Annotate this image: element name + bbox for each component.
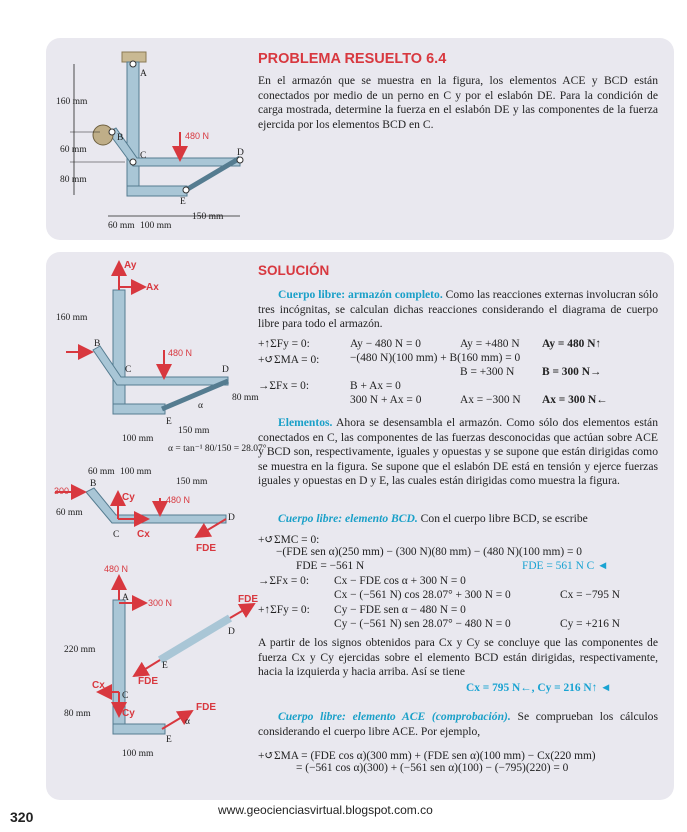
eq1-expr-4: 300 N + Ax = 0 bbox=[350, 394, 422, 406]
fbd-ACE bbox=[64, 564, 258, 759]
para-ace-text: Se comprueban los cálculos considerando el cuerpo libre ACE. Por ejemplo, bbox=[258, 710, 658, 738]
fbd-B: B bbox=[94, 339, 101, 349]
problem-title: PROBLEMA RESUELTO 6.4 bbox=[258, 51, 447, 67]
page-number: 320 bbox=[10, 809, 34, 825]
fbd-480: 480 N bbox=[168, 348, 193, 358]
footer-url[interactable]: www.geocienciasvirtual.blogspot.com.co bbox=[218, 803, 433, 817]
bcd-D: D bbox=[228, 513, 235, 523]
de-FDE-mid: FDE bbox=[138, 676, 158, 687]
ace-220: 220 mm bbox=[64, 645, 96, 655]
fbd-Ay: Ay bbox=[124, 260, 137, 271]
ace-FDE-low: FDE bbox=[196, 702, 216, 713]
ace-Cx: Cx bbox=[92, 680, 105, 691]
eq3-0: +↺ΣMA = (FDE cos α)(300 mm) + (FDE sen α)(100 mm) − Cx(220 mm) bbox=[258, 750, 596, 762]
eq3-1: = (−561 cos α)(300) + (−561 sen α)(100) − (−795)(220) = 0 bbox=[296, 762, 569, 774]
eq2-2: FDE = −561 N bbox=[296, 560, 365, 572]
fbd-frame bbox=[56, 260, 267, 454]
eq2-10: Cy − (−561 N) sen 28.07° − 480 N = 0 bbox=[334, 618, 511, 630]
fbd-BCD bbox=[54, 467, 235, 554]
eq2-9: Cy − FDE sen α − 480 N = 0 bbox=[334, 604, 466, 616]
eq1-expr-0: Ay − 480 N = 0 bbox=[350, 338, 421, 350]
problem-statement: En el armazón que se muestra en la figura, los elementos ACE y BCD están conectados por medio de un perno en C y por el eslabón DE. Para la condición de carga mostrada, determine la fuerza en el eslabón DE y las componentes de la fuerza ejercida por los elementos BCD en C. bbox=[258, 74, 658, 131]
ace-100: 100 mm bbox=[122, 749, 154, 759]
pt-B: B bbox=[117, 133, 124, 143]
dim-160: 160 mm bbox=[56, 97, 88, 107]
para-bcd bbox=[258, 512, 658, 527]
eq1-sol-0: Ay = +480 N bbox=[460, 338, 520, 350]
eq1-sol-4: Ax = −300 N bbox=[460, 394, 521, 406]
bcd-60: 60 mm bbox=[88, 467, 115, 477]
fbd-alpha: α bbox=[198, 401, 203, 411]
ace-480: 480 N bbox=[104, 564, 129, 574]
fbd-80: 80 mm bbox=[232, 393, 259, 403]
dim-80: 80 mm bbox=[60, 175, 87, 185]
bcd-150: 150 mm bbox=[176, 477, 208, 487]
eq2-7: Cx = −795 N bbox=[560, 589, 620, 601]
para-frame-text: Como las reacciones externas involucran sólo tres incógnitas, se calculan dichas reacciones considerando el diagrama de cuerpo libre para todo el armazón. bbox=[258, 288, 658, 331]
fbd-C: C bbox=[125, 365, 132, 375]
pt-C: C bbox=[140, 151, 147, 161]
eq2-8: +↑ΣFy = 0: bbox=[258, 604, 310, 616]
dim-60b: 60 mm bbox=[108, 221, 135, 231]
ace-E: E bbox=[166, 735, 172, 745]
fbd-D: D bbox=[222, 365, 229, 375]
bcd-FDE: FDE bbox=[196, 543, 216, 554]
eq1-sol-2: B = +300 N bbox=[460, 366, 515, 378]
para-conclusion: A partir de los signos obtenidos para Cx y Cy se concluye que las componentes de fuerza Cx y Cy ejercidas sobre el elemento BCD están dirigidas, respectivamente, hacia la izquierda y hacia arriba. Así se tiene bbox=[258, 636, 658, 679]
dim-60a: 60 mm bbox=[60, 145, 87, 155]
eq1-label-0: +↑ΣFy = 0: bbox=[258, 338, 310, 350]
eq1-res-2: B = 300 N→ bbox=[542, 366, 602, 378]
result-C: Cx = 795 N←, Cy = 216 N↑ ◄ bbox=[466, 682, 612, 694]
bcd-100: 100 mm bbox=[120, 467, 152, 477]
para-frame-lead: Cuerpo libre: armazón completo. bbox=[278, 288, 443, 301]
ace-C: C bbox=[122, 691, 129, 701]
ace-80: 80 mm bbox=[64, 709, 91, 719]
eq2-6: Cx − (−561 N) cos 28.07° + 300 N = 0 bbox=[334, 589, 511, 601]
load-480: 480 N bbox=[185, 131, 210, 141]
dim-150: 150 mm bbox=[192, 212, 224, 222]
para-frame bbox=[258, 288, 658, 332]
eq2-11: Cy = +216 N bbox=[560, 618, 620, 630]
eq2-1: −(FDE sen α)(250 mm) − (300 N)(80 mm) − (480 N)(100 mm) = 0 bbox=[276, 546, 582, 558]
fbd-dim160: 160 mm bbox=[56, 313, 88, 323]
para-ace bbox=[258, 710, 658, 739]
ace-Cy: Cy bbox=[122, 708, 135, 719]
eq1-label-1: +↺ΣMA = 0: bbox=[258, 354, 320, 366]
bcd-300: 300 N bbox=[54, 486, 79, 496]
de-E: E bbox=[162, 661, 168, 671]
eq1-res-4: Ax = 300 N← bbox=[542, 394, 608, 406]
de-FDE-top: FDE bbox=[238, 594, 258, 605]
fbd-150: 150 mm bbox=[178, 426, 210, 436]
para-elements-text: Ahora se desensambla el armazón. Como sólo dos elementos están conectados en C, las componentes de las fuerzas desconocidas que actúan sobre ACE y BCD son, respectivamente, iguales y opuestas y se supone que están dirigidas como se muestra en la figura. Se supone que el eslabón DE está en tensión y ejerce fuerzas iguales y opuestas en D y E, las cuales están dirigidas como muestra la figura. bbox=[258, 416, 658, 488]
para-elements-lead: Elementos. bbox=[278, 416, 333, 429]
para-ace-lead: Cuerpo libre: elemento ACE (comprobación). bbox=[278, 710, 511, 723]
dim-100: 100 mm bbox=[140, 221, 172, 231]
eq2-5: Cx − FDE cos α + 300 N = 0 bbox=[334, 575, 466, 587]
eq2-4: →ΣFx = 0: bbox=[258, 575, 310, 587]
eq1-label-3: →ΣFx = 0: bbox=[258, 380, 310, 392]
ace-300: 300 N bbox=[148, 598, 173, 608]
de-D: D bbox=[228, 627, 235, 637]
solution-title: SOLUCIÓN bbox=[258, 263, 330, 278]
bcd-C: C bbox=[113, 530, 120, 540]
eq1-expr-3: B + Ax = 0 bbox=[350, 380, 401, 392]
para-bcd-text: Con el cuerpo libre BCD, se escribe bbox=[417, 512, 588, 525]
frame-figure-top bbox=[56, 52, 244, 231]
bcd-Cy: Cy bbox=[122, 492, 135, 503]
fbd-100: 100 mm bbox=[122, 434, 154, 444]
pt-D: D bbox=[237, 148, 244, 158]
bcd-Cx: Cx bbox=[137, 529, 150, 540]
bcd-B: B bbox=[90, 479, 97, 489]
para-bcd-lead: Cuerpo libre: elemento BCD. bbox=[278, 512, 418, 525]
bcd-480: 480 N bbox=[166, 495, 191, 505]
eq1-res-0: Ay = 480 N↑ bbox=[542, 338, 602, 350]
fbd-E: E bbox=[166, 417, 172, 427]
pt-A: A bbox=[140, 69, 147, 79]
fbd-Ax: Ax bbox=[146, 282, 159, 293]
eq1-expr-1: −(480 N)(100 mm) + B(160 mm) = 0 bbox=[350, 352, 521, 364]
para-elements bbox=[258, 416, 658, 489]
eq2-0: +↺ΣMC = 0: bbox=[258, 534, 320, 546]
bcd-60b: 60 mm bbox=[56, 508, 83, 518]
ace-alpha: α bbox=[185, 717, 190, 727]
fbd-alpha-eq: α = tan⁻¹ 80/150 = 28.07° bbox=[168, 444, 267, 454]
ace-A: A bbox=[122, 593, 129, 603]
pt-E: E bbox=[180, 197, 186, 207]
eq2-3: FDE = 561 N C ◄ bbox=[522, 560, 609, 572]
